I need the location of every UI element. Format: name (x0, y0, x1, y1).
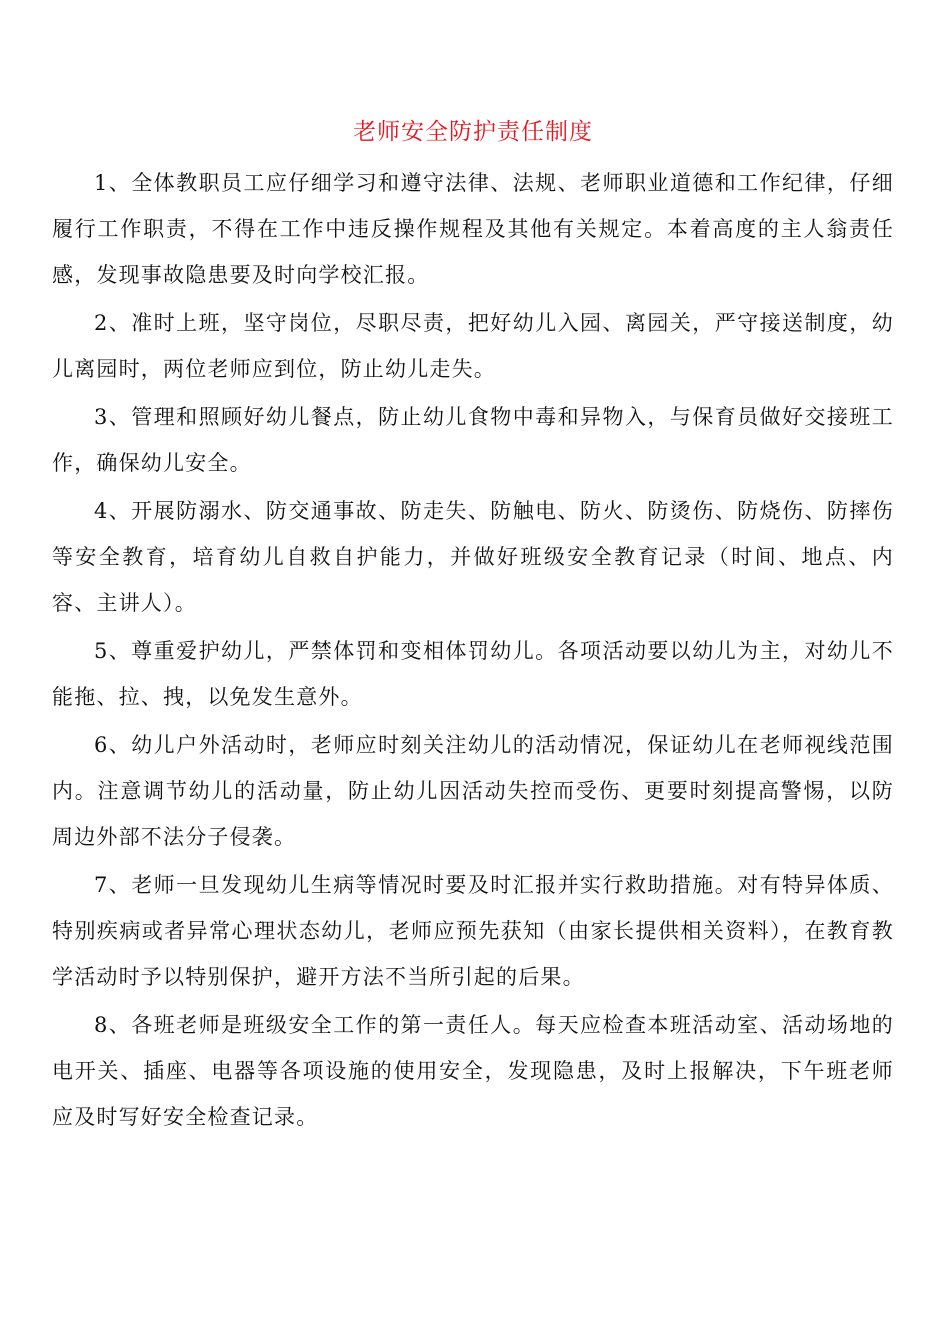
paragraph-5: 5、尊重爱护幼儿，严禁体罚和变相体罚幼儿。各项活动要以幼儿为主，对幼儿不能拖、拉、拽，以免发生意外。 (52, 639, 894, 709)
paragraph-6: 6、幼儿户外活动时，老师应时刻关注幼儿的活动情况，保证幼儿在老师视线范围内。注意调节幼儿的活动量，防止幼儿因活动失控而受伤、更要时刻提高警惕，以防周边外部不法分子侵袭。 (52, 733, 894, 849)
paragraph-7: 7、老师一旦发现幼儿生病等情况时要及时汇报并实行救助措施。对有特异体质、特别疾病或者异常心理状态幼儿，老师应预先获知（由家长提供相关资料），在教育教学活动时予以特别保护，避开方法不当所引起的后果。 (52, 873, 894, 989)
paragraph-1: 1、全体教职员工应仔细学习和遵守法律、法规、老师职业道德和工作纪律，仔细履行工作职责，不得在工作中违反操作规程及其他有关规定。本着高度的主人翁责任感，发现事故隐患要及时向学校汇报。 (52, 171, 894, 287)
paragraph-8: 8、各班老师是班级安全工作的第一责任人。每天应检查本班活动室、活动场地的电开关、插座、电器等各项设施的使用安全，发现隐患，及时上报解决，下午班老师应及时写好安全检查记录。 (52, 1013, 894, 1129)
document-title: 老师安全防护责任制度 (353, 119, 593, 145)
paragraph-4: 4、开展防溺水、防交通事故、防走失、防触电、防火、防烫伤、防烧伤、防摔伤等安全教育，培育幼儿自救自护能力，并做好班级安全教育记录（时间、地点、内容、主讲人）。 (52, 499, 894, 615)
paragraph-3: 3、管理和照顾好幼儿餐点，防止幼儿食物中毒和异物入，与保育员做好交接班工作，确保幼儿安全。 (52, 405, 894, 475)
paragraph-2: 2、准时上班，坚守岗位，尽职尽责，把好幼儿入园、离园关，严守接送制度，幼儿离园时，两位老师应到位，防止幼儿走失。 (52, 311, 894, 381)
